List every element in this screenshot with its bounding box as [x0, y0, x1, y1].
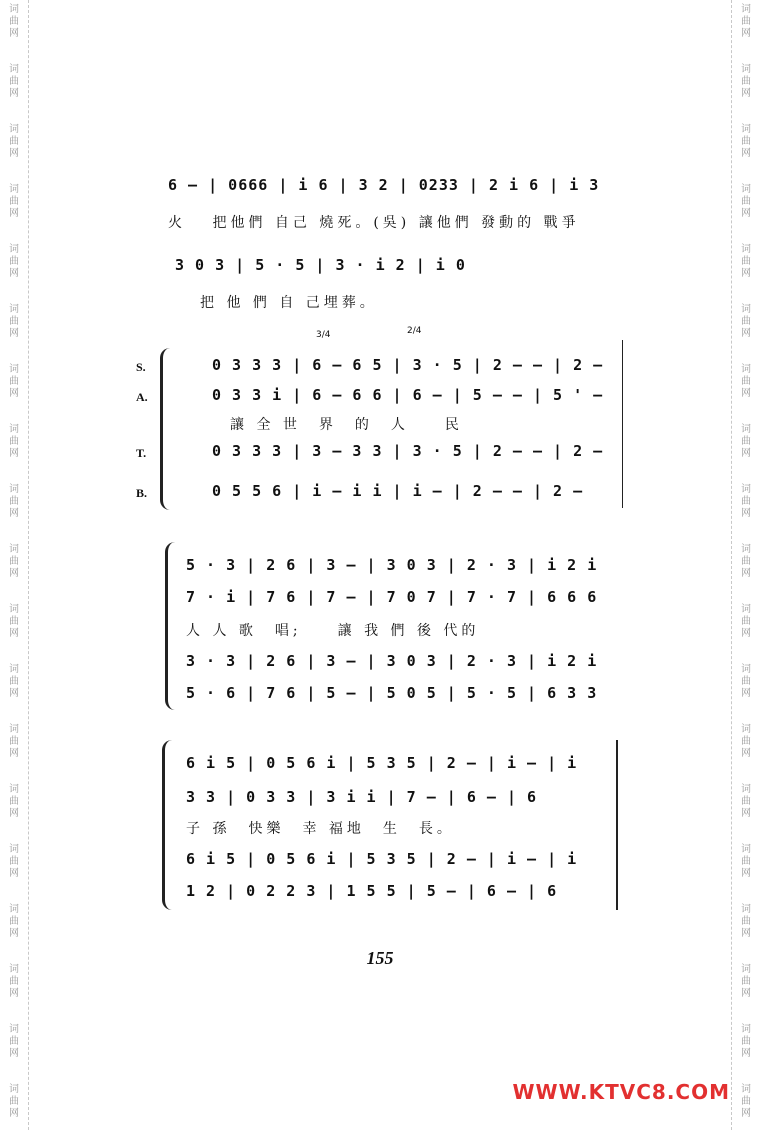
watermark-char: 网 — [741, 508, 751, 519]
watermark-block — [736, 124, 756, 160]
watermark-char: 曲 — [741, 856, 751, 867]
watermark-char: 网 — [9, 208, 19, 219]
watermark-char: 网 — [741, 148, 751, 159]
watermark-block — [4, 604, 24, 640]
watermark-char: 词 — [741, 364, 751, 375]
watermark-block — [736, 244, 756, 280]
watermark-block — [4, 784, 24, 820]
chorus3-part4-notes: 1 2 | 0 2 2 3 | 1 5 5 | 5 — | 6 — | 6 — [186, 882, 558, 900]
watermark-char: 词 — [9, 664, 19, 675]
watermark-block — [736, 4, 756, 40]
watermark-block — [4, 304, 24, 340]
watermark-char: 曲 — [741, 376, 751, 387]
watermark-char: 网 — [741, 928, 751, 939]
time-signature-1: 3/4 — [316, 330, 331, 340]
watermark-char: 曲 — [741, 16, 751, 27]
watermark-block — [736, 544, 756, 580]
watermark-block — [736, 304, 756, 340]
chorus2-brace — [165, 542, 178, 710]
watermark-char: 网 — [9, 148, 19, 159]
watermark-char: 词 — [741, 904, 751, 915]
watermark-char: 曲 — [741, 976, 751, 987]
watermark-char: 曲 — [9, 1036, 19, 1047]
watermark-char: 词 — [9, 724, 19, 735]
watermark-block — [736, 964, 756, 1000]
watermark-char: 词 — [741, 784, 751, 795]
watermark-char: 网 — [741, 808, 751, 819]
system2-lyrics: 把 他 們 自 己埋葬。 — [200, 295, 378, 311]
watermark-char: 词 — [741, 844, 751, 855]
watermark-block — [4, 964, 24, 1000]
watermark-block — [4, 484, 24, 520]
watermark-char: 曲 — [9, 436, 19, 447]
watermark-char: 词 — [9, 424, 19, 435]
watermark-char: 词 — [9, 184, 19, 195]
watermark-char: 曲 — [741, 136, 751, 147]
watermark-char: 词 — [741, 604, 751, 615]
watermark-char: 曲 — [9, 256, 19, 267]
watermark-block — [4, 844, 24, 880]
watermark-char: 网 — [741, 568, 751, 579]
watermark-block — [736, 1024, 756, 1060]
chorus1-end-barline — [622, 340, 623, 508]
watermark-char: 曲 — [9, 76, 19, 87]
watermark-char: 曲 — [741, 1096, 751, 1107]
watermark-block — [736, 484, 756, 520]
part-label-tenor: T. — [136, 446, 147, 460]
watermark-char: 曲 — [741, 616, 751, 627]
watermark-char: 词 — [9, 484, 19, 495]
watermark-char: 曲 — [9, 496, 19, 507]
watermark-char: 网 — [9, 688, 19, 699]
watermark-char: 网 — [9, 508, 19, 519]
watermark-char: 词 — [741, 64, 751, 75]
watermark-char: 词 — [741, 184, 751, 195]
watermark-char: 曲 — [741, 256, 751, 267]
watermark-char: 词 — [741, 4, 751, 15]
watermark-block — [736, 604, 756, 640]
watermark-block — [736, 784, 756, 820]
watermark-block — [4, 244, 24, 280]
watermark-char: 网 — [9, 1108, 19, 1119]
watermark-char: 词 — [9, 844, 19, 855]
watermark-char: 曲 — [741, 676, 751, 687]
watermark-char: 词 — [9, 244, 19, 255]
watermark-char: 词 — [741, 1024, 751, 1035]
watermark-char: 曲 — [741, 496, 751, 507]
watermark-char: 词 — [741, 304, 751, 315]
watermark-char: 网 — [9, 88, 19, 99]
watermark-char: 网 — [741, 268, 751, 279]
chorus1-soprano-notes: 0 3 3 3 | 6 — 6 5 | 3 · 5 | 2 — — | 2 — — [212, 356, 604, 374]
watermark-char: 词 — [741, 244, 751, 255]
watermark-char: 曲 — [741, 916, 751, 927]
watermark-block — [736, 64, 756, 100]
chorus2-part2-notes: 7 · i | 7 6 | 7 — | 7 0 7 | 7 · 7 | 6 6 6 — [186, 588, 598, 606]
system2-notes: 3 0 3 | 5 · 5 | 3 · i 2 | i 0 — [175, 256, 466, 274]
watermark-char: 网 — [9, 388, 19, 399]
watermark-char: 词 — [741, 964, 751, 975]
watermark-block — [4, 724, 24, 760]
watermark-char: 词 — [741, 1084, 751, 1095]
watermark-char: 网 — [741, 448, 751, 459]
watermark-char: 曲 — [9, 856, 19, 867]
chorus3-lyrics: 子 孫 快樂 幸 福地 生 長。 — [186, 821, 455, 837]
watermark-char: 曲 — [741, 736, 751, 747]
watermark-char: 曲 — [741, 76, 751, 87]
chorus1-brace — [160, 348, 173, 510]
watermark-block — [4, 64, 24, 100]
watermark-char: 词 — [741, 724, 751, 735]
watermark-char: 曲 — [9, 1096, 19, 1107]
watermark-char: 词 — [9, 4, 19, 15]
watermark-char: 网 — [741, 328, 751, 339]
system1-notes: 6 — | 0666 | i 6 | 3 2 | 0233 | 2 i 6 | i 3 — [168, 176, 600, 194]
watermark-block — [736, 664, 756, 700]
watermark-char: 词 — [9, 904, 19, 915]
watermark-char: 曲 — [9, 556, 19, 567]
watermark-char: 词 — [9, 364, 19, 375]
watermark-char: 网 — [9, 568, 19, 579]
system1-lyrics: 火 把他們 自己 燒死。(吳) 讓他們 發動的 戰爭 — [168, 215, 580, 231]
watermark-char: 网 — [9, 988, 19, 999]
watermark-block — [736, 184, 756, 220]
watermark-char: 曲 — [9, 316, 19, 327]
watermark-char: 曲 — [9, 196, 19, 207]
part-label-soprano: S. — [136, 360, 146, 374]
watermark-char: 网 — [9, 628, 19, 639]
watermark-char: 词 — [741, 544, 751, 555]
chorus2-part1-notes: 5 · 3 | 2 6 | 3 — | 3 0 3 | 2 · 3 | i 2 i — [186, 556, 598, 574]
watermark-char: 网 — [9, 928, 19, 939]
watermark-block — [4, 544, 24, 580]
watermark-block — [4, 364, 24, 400]
left-watermark-strip — [0, 0, 29, 1130]
watermark-char: 网 — [741, 28, 751, 39]
watermark-char: 网 — [741, 388, 751, 399]
watermark-char: 曲 — [741, 796, 751, 807]
watermark-char: 网 — [741, 208, 751, 219]
chorus3-part3-notes: 6 i 5 | 0 5 6 i | 5 3 5 | 2 — | i — | i — [186, 850, 578, 868]
watermark-block — [4, 424, 24, 460]
chorus1-alto-notes: 0 3 3 i | 6 — 6 6 | 6 — | 5 — — | 5 ' — — [212, 386, 604, 404]
watermark-block — [4, 1084, 24, 1120]
watermark-char: 曲 — [9, 976, 19, 987]
watermark-char: 网 — [741, 988, 751, 999]
chorus3-brace — [162, 740, 175, 910]
watermark-char: 词 — [9, 304, 19, 315]
watermark-char: 词 — [741, 484, 751, 495]
watermark-char: 曲 — [9, 376, 19, 387]
watermark-block — [736, 724, 756, 760]
final-barline — [616, 740, 618, 910]
watermark-char: 网 — [741, 628, 751, 639]
watermark-char: 词 — [9, 544, 19, 555]
watermark-char: 词 — [741, 124, 751, 135]
watermark-char: 网 — [9, 808, 19, 819]
watermark-char: 网 — [741, 88, 751, 99]
watermark-block — [736, 904, 756, 940]
watermark-char: 曲 — [9, 916, 19, 927]
chorus3-part1-notes: 6 i 5 | 0 5 6 i | 5 3 5 | 2 — | i — | i — [186, 754, 578, 772]
watermark-char: 词 — [9, 964, 19, 975]
chorus2-part4-notes: 5 · 6 | 7 6 | 5 — | 5 0 5 | 5 · 5 | 6 3 3 — [186, 684, 598, 702]
watermark-block — [4, 664, 24, 700]
watermark-block — [4, 1024, 24, 1060]
watermark-char: 网 — [741, 1108, 751, 1119]
watermark-char: 曲 — [9, 736, 19, 747]
watermark-block — [736, 364, 756, 400]
watermark-block — [4, 124, 24, 160]
watermark-char: 曲 — [9, 16, 19, 27]
watermark-char: 网 — [9, 868, 19, 879]
watermark-char: 网 — [9, 268, 19, 279]
time-signature-2: 2/4 — [407, 326, 422, 336]
chorus3-part2-notes: 3 3 | 0 3 3 | 3 i i | 7 — | 6 — | 6 — [186, 788, 538, 806]
watermark-char: 曲 — [741, 436, 751, 447]
watermark-char: 网 — [9, 328, 19, 339]
score-page — [40, 0, 720, 1130]
watermark-char: 曲 — [9, 796, 19, 807]
watermark-char: 词 — [9, 124, 19, 135]
watermark-char: 词 — [741, 424, 751, 435]
watermark-char: 曲 — [741, 1036, 751, 1047]
watermark-char: 曲 — [9, 136, 19, 147]
watermark-block — [4, 4, 24, 40]
watermark-char: 网 — [9, 28, 19, 39]
watermark-char: 曲 — [741, 196, 751, 207]
watermark-char: 曲 — [9, 616, 19, 627]
watermark-char: 网 — [9, 1048, 19, 1059]
chorus1-lyrics: 讓 全 世 界 的 人 民 — [230, 417, 463, 433]
watermark-char: 词 — [9, 1084, 19, 1095]
watermark-char: 曲 — [9, 676, 19, 687]
watermark-char: 词 — [9, 604, 19, 615]
site-url-watermark: WWW.KTVC8.COM — [512, 1080, 730, 1104]
watermark-char: 词 — [741, 664, 751, 675]
watermark-char: 网 — [9, 748, 19, 759]
watermark-block — [736, 1084, 756, 1120]
watermark-block — [4, 184, 24, 220]
watermark-char: 词 — [9, 64, 19, 75]
watermark-block — [736, 424, 756, 460]
watermark-char: 网 — [741, 1048, 751, 1059]
watermark-block — [4, 904, 24, 940]
watermark-char: 网 — [741, 688, 751, 699]
chorus1-bass-notes: 0 5 5 6 | i — i i | i — | 2 — — | 2 — — [212, 482, 584, 500]
watermark-char: 网 — [741, 868, 751, 879]
page-number: 155 — [366, 948, 394, 968]
watermark-char: 词 — [9, 1024, 19, 1035]
watermark-char: 词 — [9, 784, 19, 795]
watermark-char: 网 — [741, 748, 751, 759]
chorus1-tenor-notes: 0 3 3 3 | 3 — 3 3 | 3 · 5 | 2 — — | 2 — — [212, 442, 604, 460]
part-label-bass: B. — [136, 486, 148, 500]
chorus2-lyrics: 人 人 歌 唱; 讓 我 們 後 代的 — [186, 623, 480, 639]
watermark-char: 网 — [9, 448, 19, 459]
right-watermark-strip — [731, 0, 760, 1130]
part-label-alto: A. — [136, 390, 148, 404]
watermark-char: 曲 — [741, 316, 751, 327]
watermark-char: 曲 — [741, 556, 751, 567]
chorus2-part3-notes: 3 · 3 | 2 6 | 3 — | 3 0 3 | 2 · 3 | i 2 i — [186, 652, 598, 670]
watermark-block — [736, 844, 756, 880]
